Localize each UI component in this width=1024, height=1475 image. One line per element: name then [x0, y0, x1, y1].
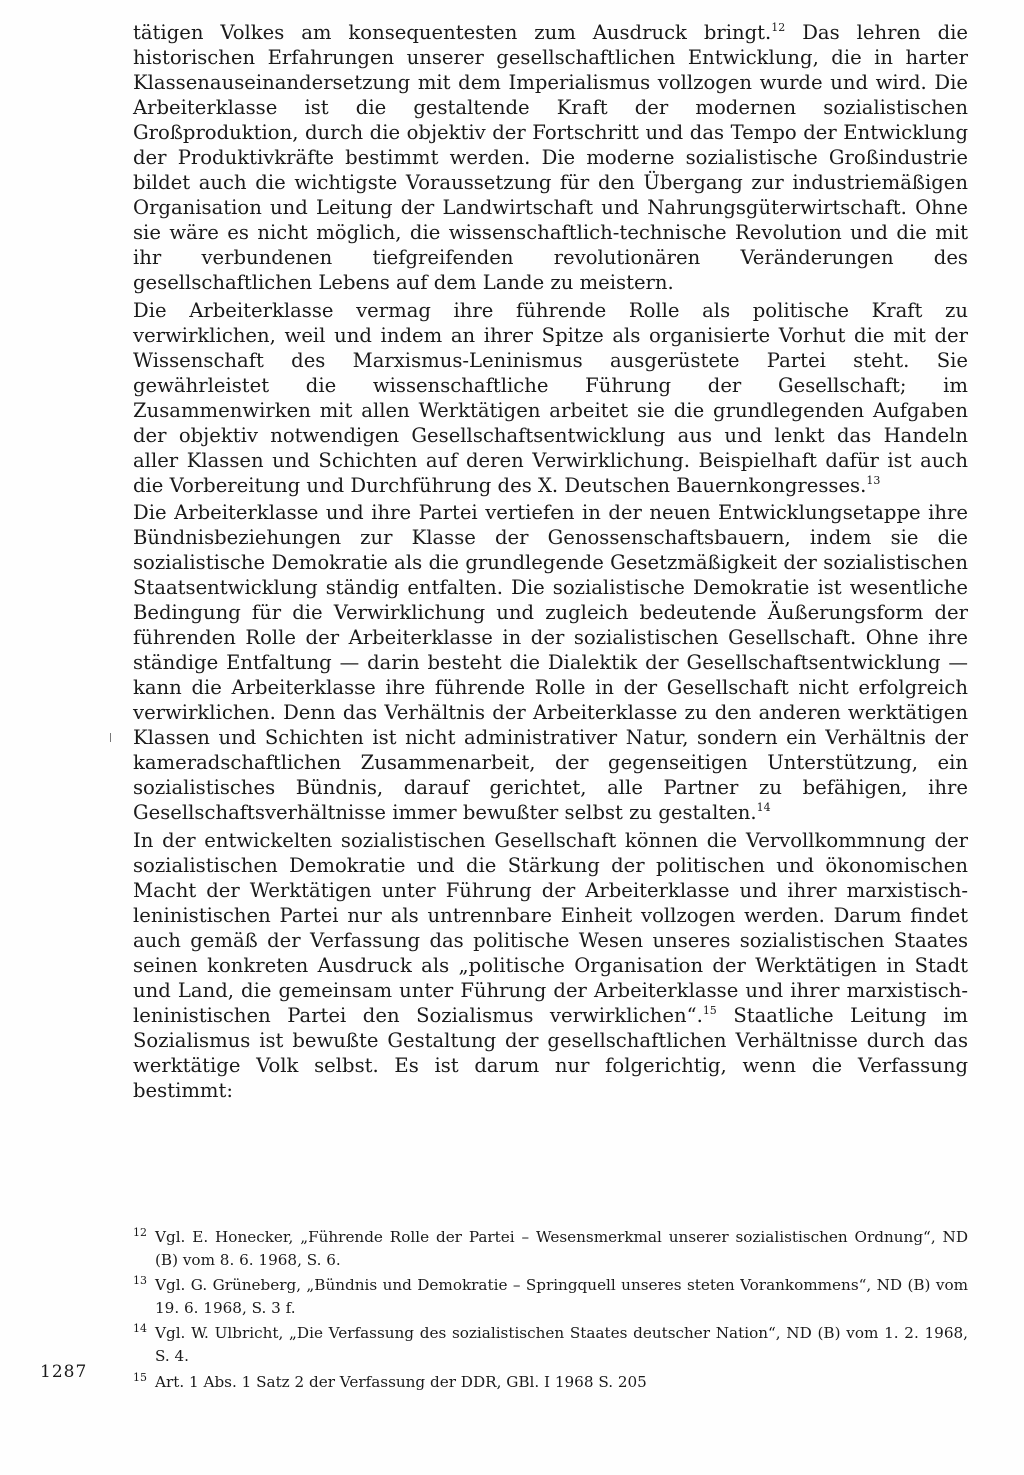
footnotes	[133, 1226, 968, 1396]
paragraph	[133, 298, 968, 498]
paragraph-text: Staatliche Leitung im Sozialismus ist bewußte Gestaltung der gesellschaftlichen Verhältnisse durch das werktätige Volk selbst. Es ist darum nur folgerichtig, wenn die Verfassung bestimmt:	[133, 1003, 968, 1102]
paragraph-text: In der entwickelten sozialistischen Gesellschaft können die Vervollkommnung der sozialistischen Demokratie und die Stärkung der politischen und ökonomischen Macht der Werktätigen unter Führung der Arbeiterklasse und ihrer marxistisch-leninistischen Partei nur als untrennbare Einheit vollzogen werden. Darum findet auch gemäß der Verfassung das politische Wesen unseres sozialistischen Staates seinen konkreten Ausdruck als „politische Organisation der Werktätigen in Stadt und Land, die gemeinsam unter Führung der Arbeiterklasse und ihrer marxistisch-leninistischen Partei den Sozialismus verwirklichen“.	[133, 828, 968, 1027]
footnote	[133, 1274, 968, 1319]
footnote-text: Vgl. W. Ulbricht, „Die Verfassung des sozialistischen Staates deutscher Nation“, ND (B) vom 1. 2. 1968, S. 4.	[155, 1324, 968, 1365]
paragraph-text: Das lehren die historischen Erfahrungen unserer gesellschaftlichen Entwicklung, die in harter Klassenauseinandersetzung mit dem Imperialismus vollzogen wurde und wird. Die Arbeiterklasse ist die gestaltende Kraft der modernen sozialistischen Großproduktion, durch die objektiv der Fortschritt und das Tempo der Entwicklung der Produktivkräfte bestimmt werden. Die moderne sozialistische Großindustrie bildet auch die wichtigste Voraussetzung für den Übergang zur industriemäßigen Organisation und Leitung der Landwirtschaft und Nahrungsgüterwirtschaft. Ohne sie wäre es nicht möglich, die wissenschaftlich-technische Revolution und die mit ihr verbundenen tiefgreifenden revolutionären Veränderungen des gesellschaftlichen Lebens auf dem Lande zu meistern.	[133, 21, 968, 295]
footnote-text: Vgl. G. Grüneberg, „Bündnis und Demokratie – Springquell unseres steten Vorankommens“, ND (B) vom 19. 6. 1968, S. 3 f.	[155, 1276, 968, 1317]
footnote-ref[interactable]: 13	[866, 473, 881, 487]
footnote	[133, 1226, 968, 1271]
footnote-text: Art. 1 Abs. 1 Satz 2 der Verfassung der DDR, GBl. I 1968 S. 205	[155, 1372, 647, 1391]
paragraph-text: Die Arbeiterklasse vermag ihre führende Rolle als politische Kraft zu verwirklichen, weil und indem an ihrer Spitze als organisierte Vorhut die mit der Wissenschaft des Marxismus-Leninismus ausgerüstete Partei steht. Sie gewährleistet die wissenschaftliche Führung der Gesellschaft; im Zusammenwirken mit allen Werktätigen arbeitet sie die grundlegenden Aufgaben der objektiv notwendigen Gesellschaftsentwicklung aus und lenkt das Handeln aller Klassen und Schichten auf deren Verwirklichung. Beispielhaft dafür ist auch die Vorbereitung und Durchführung des X. Deutschen Bauernkongresses.	[133, 298, 968, 497]
footnote-text: Vgl. E. Honecker, „Führende Rolle der Partei – Wesensmerkmal unserer sozialistischen Ordnung“, ND (B) vom 8. 6. 1968, S. 6.	[155, 1228, 968, 1269]
footnote-number: 15	[133, 1370, 147, 1384]
page-number: 1287	[40, 1362, 88, 1382]
paragraph	[133, 20, 968, 296]
body-text	[133, 20, 968, 1103]
footnote	[133, 1371, 968, 1394]
paragraph-text: tätigen Volkes am konsequentesten zum Ausdruck bringt.	[133, 21, 772, 44]
footnote-ref[interactable]: 15	[702, 1003, 717, 1017]
margin-mark	[110, 733, 111, 742]
paragraph	[133, 500, 968, 826]
paragraph	[133, 828, 968, 1104]
footnote-number: 12	[133, 1226, 147, 1239]
footnote-ref[interactable]: 14	[756, 801, 771, 815]
footnote-ref[interactable]: 12	[771, 21, 786, 34]
footnote	[133, 1322, 968, 1367]
footnote-number: 14	[133, 1322, 147, 1336]
paragraph-text: Die Arbeiterklasse und ihre Partei vertiefen in der neuen Entwicklungsetappe ihre Bündnisbeziehungen zur Klasse der Genossenschaftsbauern, indem sie die sozialistische Demokratie als die grundlegende Gesetzmäßigkeit der sozialistischen Staatsentwicklung ständig entfalten. Die sozialistische Demokratie ist wesentliche Bedingung für die Verwirklichung und zugleich bedeutende Äußerungsform der führenden Rolle der Arbeiterklasse in der sozialistischen Gesellschaft. Ohne ihre ständige Entfaltung — darin besteht die Dialektik der Gesellschaftsentwicklung — kann die Arbeiterklasse ihre führende Rolle in der Gesellschaft nicht erfolgreich verwirklichen. Denn das Verhältnis der Arbeiterklasse zu den anderen werktätigen Klassen und Schichten ist nicht administrativer Natur, sondern ein Verhältnis der kameradschaftlichen Zusammenarbeit, der gegenseitigen Unterstützung, ein sozialistisches Bündnis, darauf gerichtet, alle Partner zu befähigen, ihre Gesellschaftsverhältnisse immer bewußter selbst zu gestalten.	[133, 500, 968, 825]
footnote-number: 13	[133, 1274, 147, 1288]
